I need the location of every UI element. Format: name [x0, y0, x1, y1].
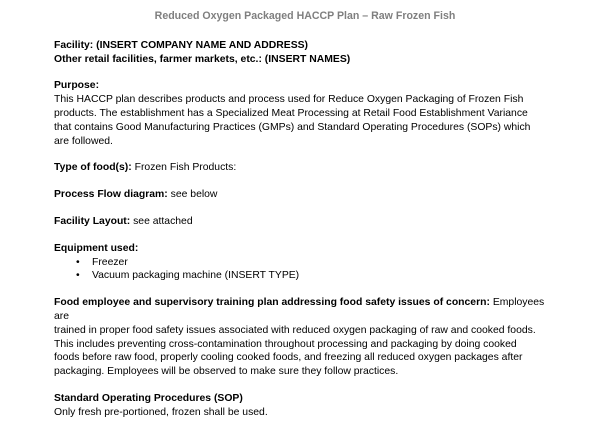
equipment-section [54, 242, 552, 283]
type-of-food-line [54, 161, 552, 175]
equipment-item: • Freezer [76, 256, 552, 270]
training-line: trained in proper food safety issues associated with reduced oxygen packaging of raw and cooked foods. [54, 324, 536, 336]
purpose-line: that contains Good Manufacturing Practices (GMPs) and Standard Operating Procedures (SOPs) which [54, 121, 531, 133]
equipment-item: • Vacuum packaging machine (INSERT TYPE) [76, 269, 552, 283]
sop-line: Only fresh pre-portioned, frozen shall be used. [54, 406, 268, 418]
sop-section [54, 392, 552, 420]
equipment-heading: Equipment used: [54, 242, 139, 254]
other-facilities-line: Other retail facilities, farmer markets, etc.: (INSERT NAMES) [54, 53, 351, 65]
process-flow-value: see below [167, 189, 218, 201]
purpose-line: are followed. [54, 135, 113, 147]
type-of-food-value: Frozen Fish Products: [131, 162, 237, 174]
equipment-list [54, 256, 552, 284]
training-line: packaging. Employees will be observed to make sure they follow practices. [54, 366, 399, 378]
facility-layout-label: Facility Layout: [54, 215, 131, 227]
purpose-line: products. The establishment has a Specialized Meat Processing at Retail Food Establishment Variance [54, 107, 528, 119]
document-title: Reduced Oxygen Packaged HACCP Plan – Raw Frozen Fish [154, 10, 456, 22]
type-of-food-label: Type of food(s): [54, 162, 132, 174]
purpose-section [54, 79, 552, 148]
process-flow-label: Process Flow diagram: [54, 189, 168, 201]
training-section [54, 296, 552, 379]
training-first-line-rest: Employees are [54, 297, 545, 322]
facility-layout-line [54, 215, 552, 229]
training-line: foods before raw food, properly cooling cooked foods, and freezing all reduced oxygen packages after [54, 352, 523, 364]
training-label: Food employee and supervisory training plan addressing food safety issues of concern: [54, 297, 490, 309]
training-line: This includes preventing cross-contamination throughout processing and packaging by doing cooked [54, 338, 517, 350]
process-flow-line [54, 188, 552, 202]
training-first-line [54, 296, 552, 324]
purpose-heading: Purpose: [54, 80, 100, 92]
facility-layout-value: see attached [130, 215, 193, 227]
purpose-line: This HACCP plan describes products and process used for Reduce Oxygen Packaging of Frozen Fish [54, 94, 524, 106]
sop-heading: Standard Operating Procedures (SOP) [54, 392, 243, 404]
facility-line: Facility: (INSERT COMPANY NAME AND ADDRESS) [54, 39, 309, 51]
